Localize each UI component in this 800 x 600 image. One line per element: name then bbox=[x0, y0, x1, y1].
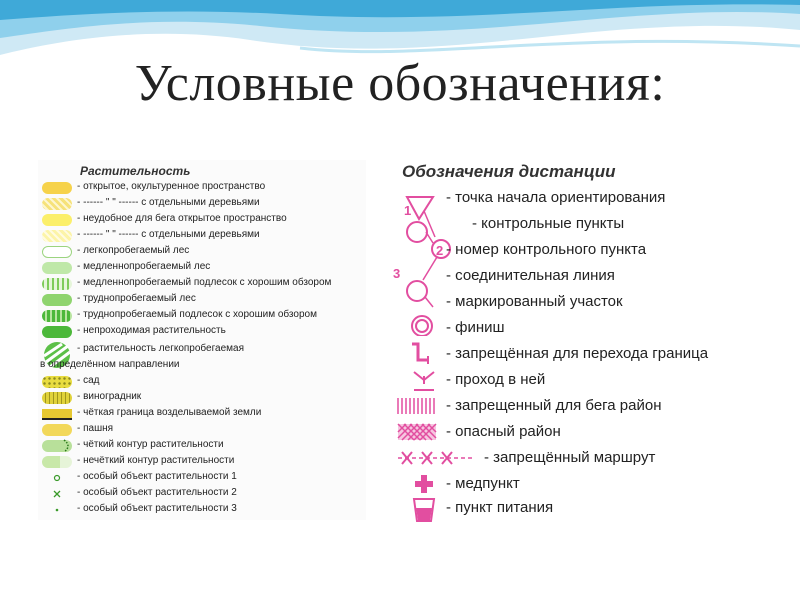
legend-text: - точка начала ориентирования bbox=[446, 189, 666, 206]
impassable-swatch bbox=[42, 326, 72, 338]
legend-row bbox=[400, 290, 760, 314]
legend-row bbox=[40, 358, 370, 374]
legend-row bbox=[400, 394, 760, 418]
refreshment-icon bbox=[406, 496, 446, 524]
legend-text: - чёткий контур растительности bbox=[77, 439, 224, 450]
legend-text: - пашня bbox=[77, 423, 114, 434]
legend-row bbox=[40, 196, 370, 212]
crossing-point-icon bbox=[406, 368, 446, 394]
legend-text: - запрещённый маршрут bbox=[484, 449, 656, 466]
legend-row bbox=[400, 316, 760, 340]
legend-row bbox=[40, 180, 370, 196]
legend-text: - соединительная линия bbox=[446, 267, 615, 284]
legend-row bbox=[40, 244, 370, 260]
legend-row bbox=[40, 374, 370, 390]
legend-row bbox=[40, 390, 370, 406]
legend-text: в определённом направлении bbox=[40, 359, 180, 370]
easy-forest-swatch bbox=[42, 246, 72, 258]
distinct-contour-swatch bbox=[40, 438, 74, 454]
legend-row bbox=[40, 228, 370, 244]
legend-row bbox=[40, 502, 370, 518]
special-object-3-icon bbox=[40, 502, 74, 518]
legend-text: - медпункт bbox=[446, 475, 520, 492]
legend-text: - неудобное для бега открытое пространство bbox=[77, 213, 287, 224]
legend-text: - труднопробегаемый лес bbox=[77, 293, 196, 304]
legend-text: - нечёткий контур растительности bbox=[77, 455, 235, 466]
control-number-1: 1 bbox=[404, 203, 412, 218]
legend-text: - пункт питания bbox=[446, 499, 554, 516]
legend-row bbox=[400, 212, 760, 236]
legend-row bbox=[400, 264, 760, 288]
legend-text: - особый объект растительности 3 bbox=[77, 503, 237, 514]
legend-text: - непроходимая растительность bbox=[77, 325, 226, 336]
control-number-3: 3 bbox=[393, 266, 401, 281]
legend-text: - проход в ней bbox=[446, 371, 546, 388]
hard-undergrowth-swatch bbox=[42, 310, 72, 322]
legend-text: - сад bbox=[77, 375, 100, 386]
cultivated-border-icon bbox=[40, 406, 74, 422]
distance-heading: Обозначения дистанции bbox=[402, 162, 616, 181]
forbidden-route-icon bbox=[396, 446, 476, 472]
legend-text: - медленнопробегаемый подлесок с хорошим обзором bbox=[77, 277, 332, 288]
legend-text: - запрещенный для бега район bbox=[446, 397, 662, 414]
special-object-1-icon bbox=[40, 470, 74, 486]
slow-forest-swatch bbox=[42, 262, 72, 274]
legend-text: - особый объект растительности 2 bbox=[77, 487, 237, 498]
first-aid-icon bbox=[406, 472, 446, 498]
legend-row bbox=[40, 292, 370, 308]
legend-row bbox=[40, 342, 370, 358]
hard-forest-swatch bbox=[42, 294, 72, 306]
legend-row bbox=[40, 470, 370, 486]
orchard-swatch bbox=[42, 376, 72, 388]
legend-row bbox=[40, 454, 370, 470]
legend-text: - контрольные пункты bbox=[472, 215, 625, 232]
legend-row bbox=[400, 342, 760, 366]
forbidden-boundary-icon bbox=[406, 342, 446, 368]
legend-text: - труднопробегаемый подлесок с хорошим обзором bbox=[77, 309, 317, 320]
legend-text: - маркированный участок bbox=[446, 293, 623, 310]
arable-land-swatch bbox=[42, 424, 72, 436]
legend-row bbox=[40, 276, 370, 292]
legend-row bbox=[40, 212, 370, 228]
legend-row bbox=[400, 496, 760, 520]
legend-text: - виноградник bbox=[77, 391, 142, 402]
legend-row bbox=[400, 186, 760, 210]
rough-open-trees-swatch bbox=[42, 230, 72, 242]
legend-row bbox=[400, 446, 760, 470]
legend-row bbox=[400, 420, 760, 444]
legend-text: - ------ " " ------ с отдельными деревьями bbox=[77, 197, 260, 208]
legend-row bbox=[400, 368, 760, 392]
open-area-swatch bbox=[42, 182, 72, 194]
legend-row bbox=[400, 472, 760, 496]
legend-row bbox=[40, 406, 370, 422]
legend-text: - опасный район bbox=[446, 423, 561, 440]
out-of-bounds-icon bbox=[396, 394, 442, 420]
legend-text: - открытое, окультуренное пространство bbox=[77, 181, 266, 192]
legend-text: - легкопробегаемый лес bbox=[77, 245, 190, 256]
legend-row bbox=[40, 260, 370, 276]
finish-icon bbox=[406, 310, 446, 336]
legend-text: - ------ " " ------ с отдельными деревьями bbox=[77, 229, 260, 240]
legend-text: - номер контрольного пункта bbox=[446, 241, 647, 258]
special-object-2-icon bbox=[40, 486, 74, 502]
legend-text: - растительность легкопробегаемая bbox=[77, 343, 245, 354]
legend-row bbox=[400, 238, 760, 262]
vineyard-swatch bbox=[42, 392, 72, 404]
legend-text: - чёткая граница возделываемой земли bbox=[77, 407, 262, 418]
legend-row bbox=[40, 422, 370, 438]
control-number-2: 2 bbox=[436, 243, 444, 258]
vegetation-heading: Растительность bbox=[80, 164, 191, 178]
page-title: Условные обозначения: bbox=[134, 55, 666, 112]
legend-row bbox=[40, 438, 370, 454]
legend-row bbox=[40, 486, 370, 502]
legend-text: - особый объект растительности 1 bbox=[77, 471, 237, 482]
legend-row bbox=[40, 324, 370, 340]
slow-undergrowth-swatch bbox=[42, 278, 72, 290]
indistinct-contour-swatch bbox=[42, 456, 72, 468]
legend-row bbox=[40, 308, 370, 324]
legend-text: - медленнопробегаемый лес bbox=[77, 261, 211, 272]
legend-text: - финиш bbox=[446, 319, 505, 336]
legend-text: - запрещённая для перехода граница bbox=[446, 345, 709, 362]
dangerous-area-icon bbox=[396, 420, 442, 446]
open-area-trees-swatch bbox=[42, 198, 72, 210]
rough-open-swatch bbox=[42, 214, 72, 226]
